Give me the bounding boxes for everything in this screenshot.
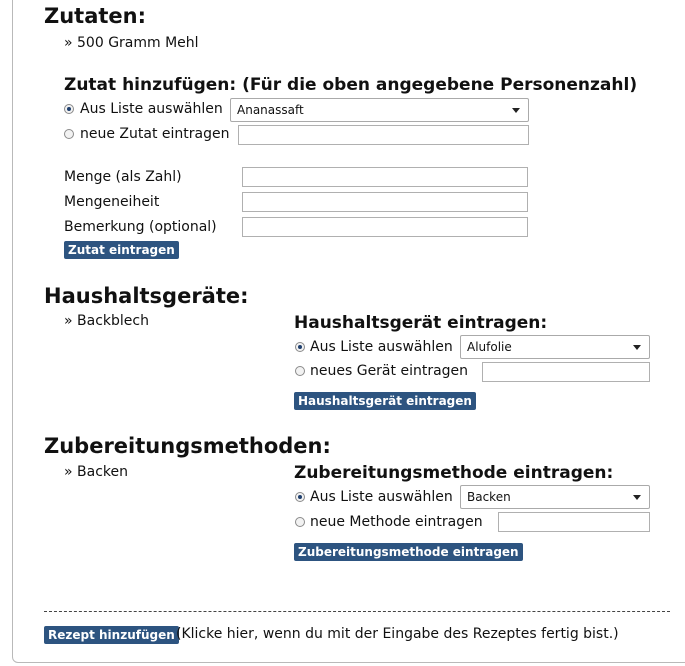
method-list-radio[interactable]: [295, 492, 305, 502]
ingredient-list-radio-label: Aus Liste auswählen: [80, 101, 223, 117]
add-ingredient-heading: Zutat hinzufügen: (Für die oben angegebene Personenzahl): [64, 75, 638, 95]
chevron-down-icon: [633, 495, 641, 500]
appliances-heading: Haushaltsgeräte:: [44, 284, 249, 308]
ingredient-list-radio[interactable]: [64, 104, 74, 114]
unit-label: Mengeneiheit: [64, 194, 160, 210]
note-input[interactable]: [242, 217, 528, 237]
chevron-down-icon: [512, 108, 520, 113]
method-select-value: Backen: [467, 490, 511, 504]
submit-recipe-hint: (Klicke hier, wenn du mit der Eingabe des Rezeptes fertig bist.): [176, 626, 619, 642]
appliance-select-value: Alufolie: [467, 340, 512, 354]
ingredient-select[interactable]: [230, 98, 529, 122]
add-appliance-button[interactable]: Haushaltsgerät eintragen: [294, 392, 476, 410]
appliance-list-radio-label: Aus Liste auswählen: [310, 339, 453, 355]
new-method-radio-label: neue Methode eintragen: [310, 514, 483, 530]
amount-input[interactable]: [242, 167, 528, 187]
add-method-button[interactable]: Zubereitungsmethode eintragen: [294, 543, 523, 561]
amount-label: Menge (als Zahl): [64, 169, 182, 185]
divider: [44, 611, 670, 612]
new-ingredient-radio-label: neue Zutat eintragen: [80, 126, 230, 142]
new-method-radio[interactable]: [295, 517, 305, 527]
method-item: » Backen: [64, 464, 128, 480]
new-method-input[interactable]: [498, 512, 650, 532]
appliance-item: » Backblech: [64, 313, 149, 329]
new-appliance-input[interactable]: [482, 362, 650, 382]
ingredients-heading: Zutaten:: [44, 4, 147, 28]
ingredient-select-value: Ananassaft: [237, 103, 304, 117]
new-appliance-radio-label: neues Gerät eintragen: [310, 363, 469, 379]
method-list-radio-label: Aus Liste auswählen: [310, 489, 453, 505]
ingredient-item: » 500 Gramm Mehl: [64, 35, 199, 51]
new-ingredient-radio[interactable]: [64, 129, 74, 139]
chevron-down-icon: [633, 345, 641, 350]
method-select[interactable]: [460, 485, 650, 509]
unit-input[interactable]: [242, 192, 528, 212]
note-label: Bemerkung (optional): [64, 219, 217, 235]
new-ingredient-input[interactable]: [238, 125, 529, 145]
appliance-select[interactable]: [460, 335, 650, 359]
add-appliance-heading: Haushaltsgerät eintragen:: [294, 313, 548, 333]
add-ingredient-button[interactable]: Zutat eintragen: [64, 241, 179, 259]
new-appliance-radio[interactable]: [295, 366, 305, 376]
submit-recipe-button[interactable]: Rezept hinzufügen: [44, 626, 179, 644]
appliance-list-radio[interactable]: [295, 342, 305, 352]
methods-heading: Zubereitungsmethoden:: [44, 434, 331, 458]
add-method-heading: Zubereitungsmethode eintragen:: [294, 463, 614, 483]
